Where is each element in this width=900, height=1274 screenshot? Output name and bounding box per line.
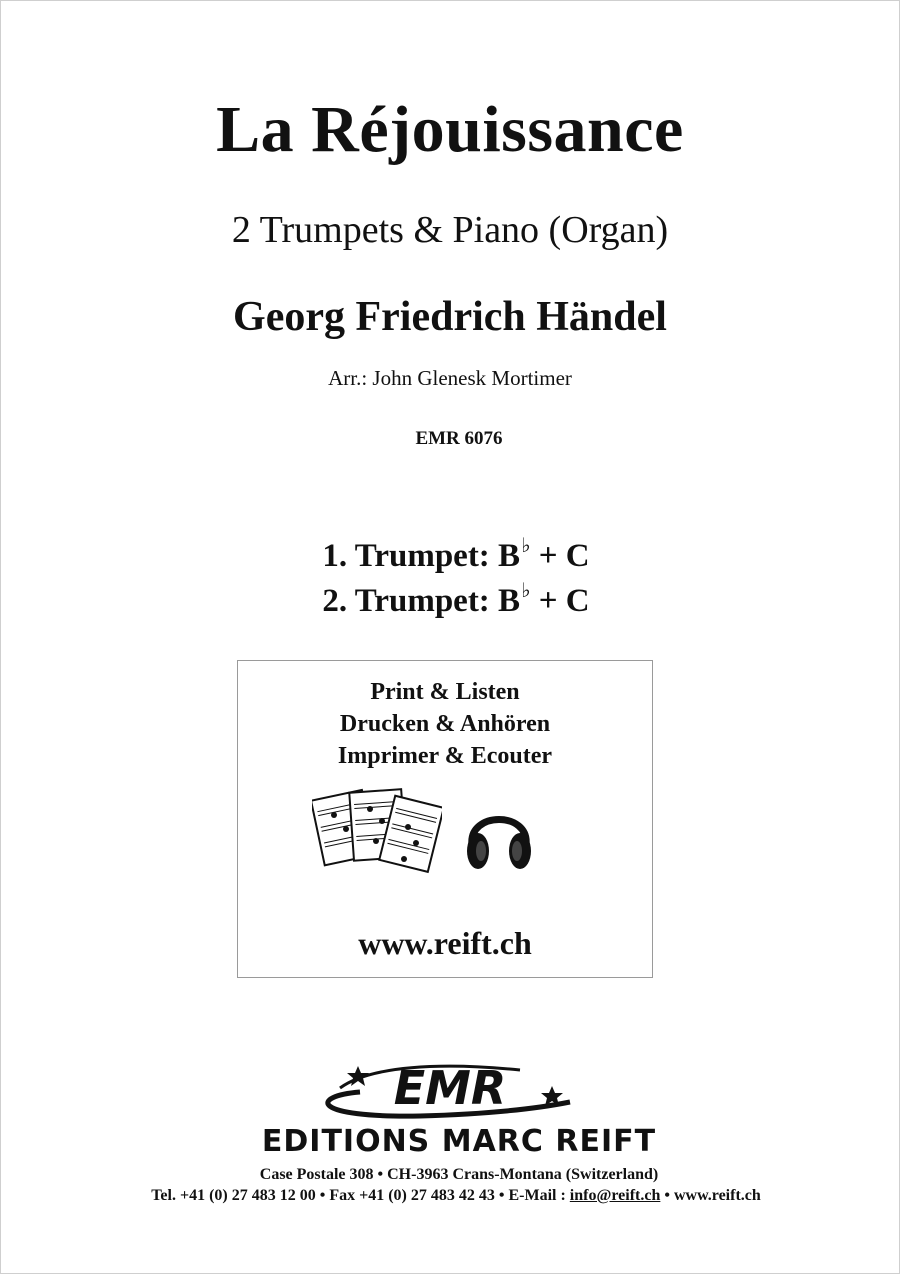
contact-website: • www.reift.ch (660, 1187, 761, 1204)
part-label: 1. Trumpet: B (322, 538, 521, 574)
print-and-listen-box (237, 660, 653, 978)
publisher-name: EDITIONS MARC REIFT (261, 1124, 657, 1159)
publisher-contact (0, 1187, 900, 1205)
page-title: La Réjouissance (216, 93, 684, 166)
part-suffix: + C (530, 583, 590, 619)
publisher-address: Case Postale 308 • CH-3963 Crans-Montana (Switzerland) (259, 1166, 659, 1183)
promo-line-english: Print & Listen (370, 679, 520, 705)
contact-phone-fax: Tel. +41 (0) 27 483 12 00 • Fax +41 (0) 27 483 42 43 • E-Mail : (151, 1187, 570, 1204)
promo-website: www.reift.ch (358, 925, 532, 961)
instrumentation: 2 Trumpets & Piano (Organ) (231, 209, 669, 251)
composer: Georg Friedrich Händel (233, 294, 667, 340)
flat-sign: ♭ (521, 535, 531, 557)
part-line-1 (0, 533, 900, 575)
email-link[interactable]: info@reift.ch (569, 1187, 661, 1204)
promo-line-french: Imprimer & Ecouter (337, 743, 553, 769)
arranger: Arr.: John Glenesk Mortimer (328, 366, 572, 390)
emr-logo-text: EMR (393, 1061, 507, 1115)
sheet-music-icon (312, 781, 442, 885)
promo-line-german: Drucken & Anhören (339, 711, 551, 737)
emr-logo (300, 1058, 590, 1122)
part-label: 2. Trumpet: B (322, 583, 521, 619)
part-line-2 (0, 578, 900, 620)
headphones-icon (464, 801, 534, 875)
flat-sign: ♭ (521, 580, 531, 602)
catalog-number: EMR 6076 (415, 428, 503, 449)
part-suffix: + C (530, 538, 590, 574)
